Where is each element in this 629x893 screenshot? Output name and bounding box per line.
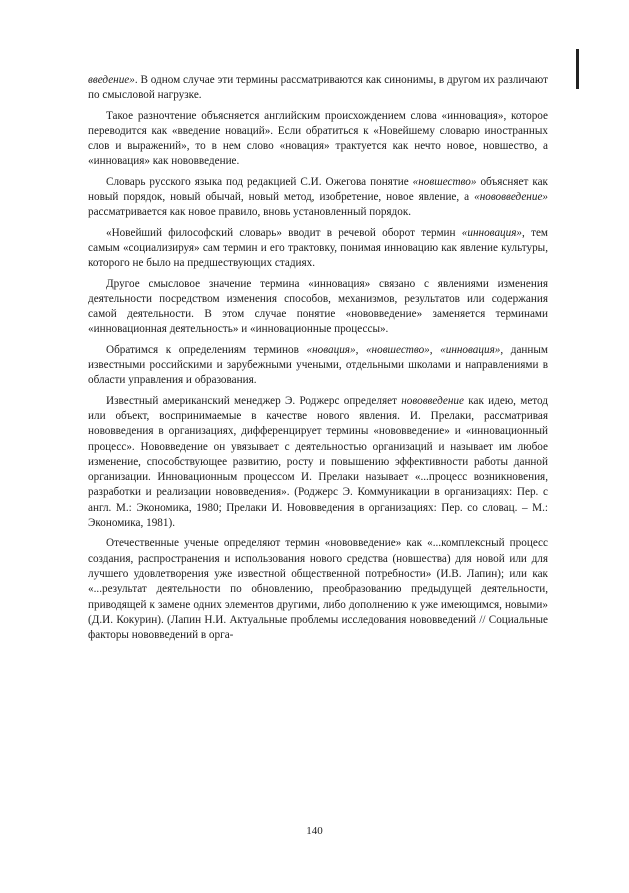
paragraph [88, 536, 548, 643]
text-run: Другое смысловое значение термина «инновация» связано с явлениями изменения деятельности посредством изменения способов, механизмов, результатов или содержания самой деятельности. В этом случае понятие «нововведение» заменяется терминами «инновационная деятельность» и «инновационные процессы». [88, 277, 548, 336]
italic-term: введение» [88, 74, 135, 86]
italic-term: «новшество» [412, 175, 477, 188]
page-number: 140 [306, 825, 323, 837]
text-run: рассматривается как новое правило, вновь установленный порядок. [88, 206, 412, 219]
text-run: Такое разночтение объясняется английским происхождением слова «инновация», которое переводится как «введение новаций». Если обратиться к «Новейшему словарю иностранных слов и выражений», то в нем слово «новация» трактуется как нечто новое, новшество, а «инновация» как нововведение. [88, 109, 548, 168]
text-run: , тем самым «социализируя» сам термин и его трактовку, понимая инновацию как явление культуры, которого не было на предшествующих стадиях. [88, 226, 549, 270]
text-run: «Новейший философский словарь» вводит в речевой оборот термин [106, 226, 462, 239]
text-run: , данным известными российскими и зарубежными учеными, отдельными школами и направлениями в области управления и образования. [88, 343, 548, 387]
paragraph [88, 226, 548, 272]
text-run: как идею, метод или объект, воспринимаемые в качестве нового явления. И. Прелаки, рассматривая нововведения в организациях, дифференцирует термины «нововведение» и «инновационный процесс». Нововведение он увязывает с деятельностью организаций и называет им любое изменение, способствующее развитию, росту и повышению эффективности работы данной организации. Инновационным процессом И. Прелаки называет «...процесс возникновения, разработки и реализации нововведения». (Роджерс Э. Коммуникации в организациях: Пер. с англ. М.: Экономика, 1980; Прелаки И. Нововведения в организациях: Пер. со словац. – М.: Экономика, 1981). [88, 394, 549, 530]
paragraph [88, 277, 548, 338]
text-run: . В одном случае эти термины рассматриваются как синонимы, в другом их различают по смысловой нагрузке. [88, 74, 548, 102]
italic-term: «нововведение» [474, 191, 548, 204]
paragraph [88, 394, 548, 532]
text-run: Обратимся к определениям терминов [106, 343, 307, 356]
paragraph [88, 343, 548, 389]
text-run: Словарь русского языка под редакцией С.И. Ожегова понятие [106, 175, 413, 188]
text-run: объясняет как новый порядок, новый обычай, новый метод, изобретение, новое явление, а [88, 175, 548, 204]
paragraph [88, 73, 548, 104]
text-run: Известный американский менеджер Э. Роджерс определяет [106, 394, 402, 407]
text-run: Отечественные ученые определяют термин «нововведение» как «...комплексный процесс создания, распространения и использования нового средства (новшества) для новой или для лучшего удовлетворения уже известной общественной потребности» (И.В. Лапин); или как «...результат деятельности по обновлению, преобразованию предыдущей деятельности, приводящей к замене одних элементов другими, либо дополнению к уже имеющимся, новыми» (Д.И. Кокурин). (Лапин Н.И. Актуальные проблемы исследования нововведений // Социальные факторы нововведений в орга- [88, 537, 548, 642]
italic-term: «инновация» [461, 226, 523, 239]
italic-term: «новация», «новшество», «инновация» [306, 343, 501, 356]
paragraph [88, 175, 548, 221]
document-body [88, 73, 548, 648]
italic-term: нововведение [401, 394, 464, 407]
margin-mark [576, 49, 579, 89]
paragraph [88, 109, 548, 170]
